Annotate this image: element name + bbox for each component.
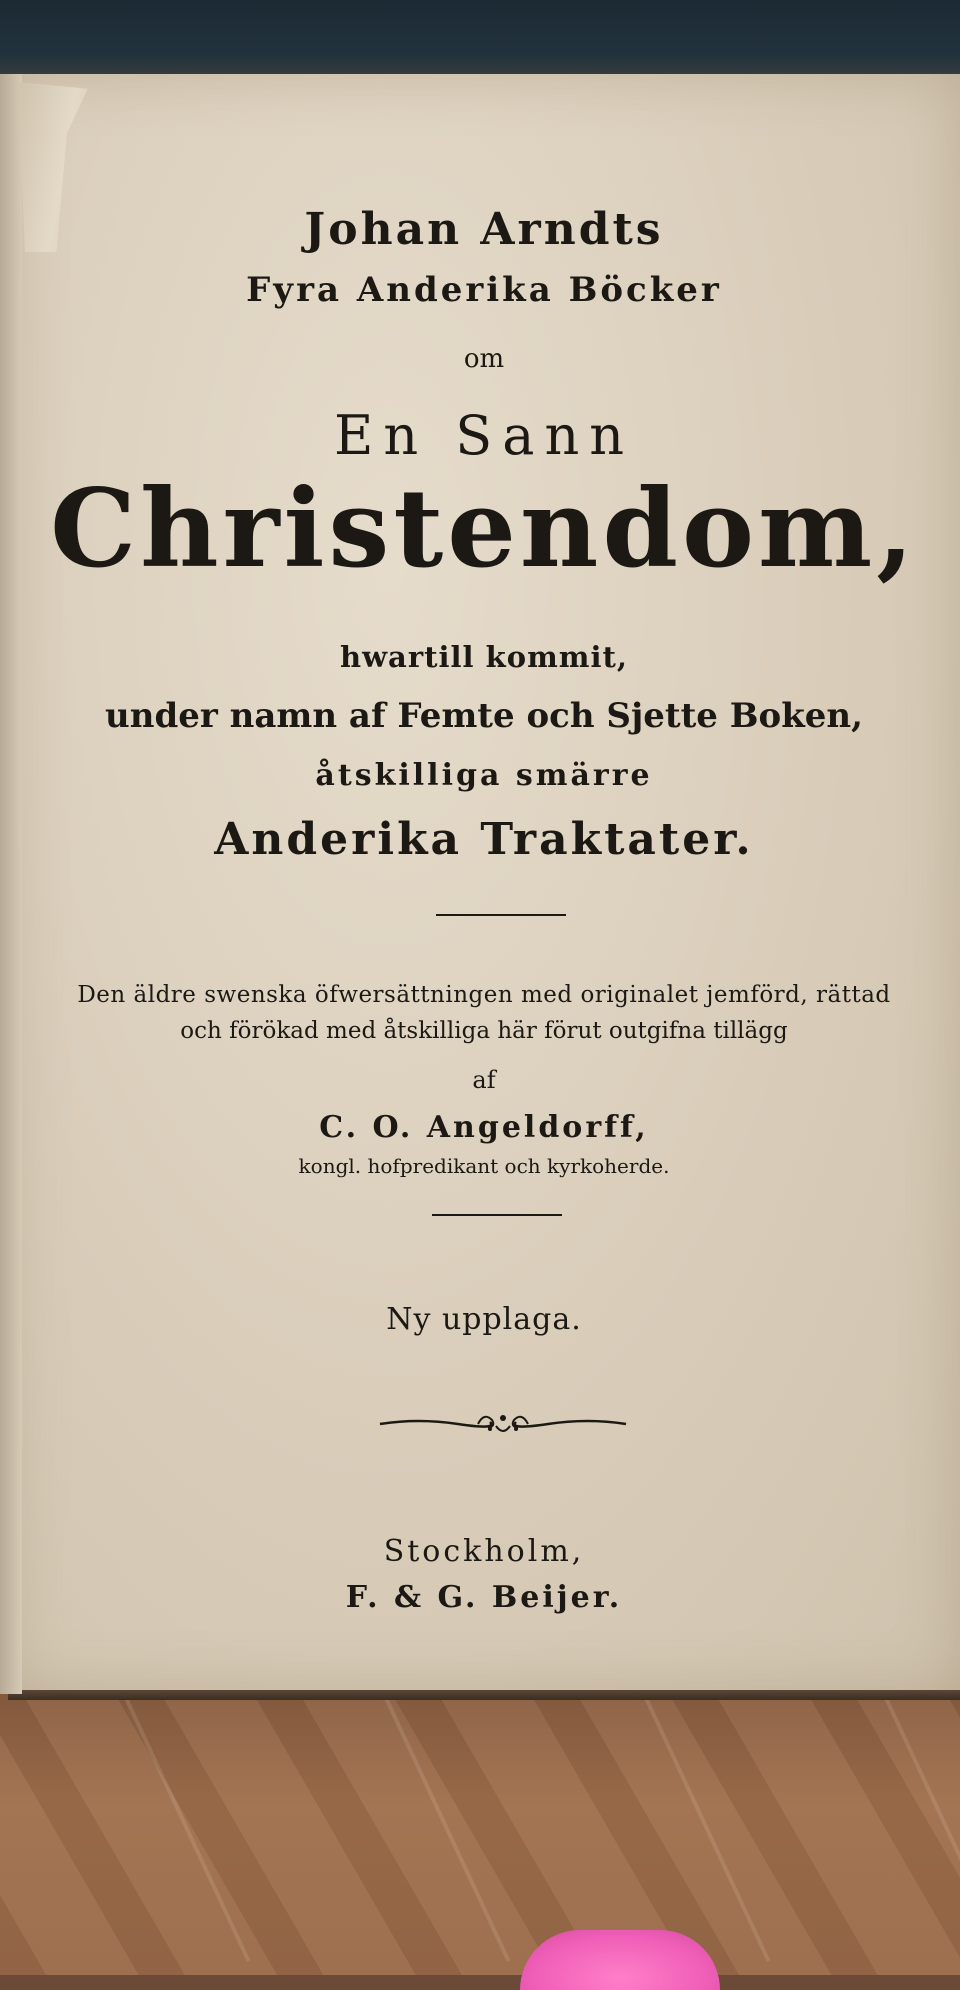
- description-line-2: under namn af Femte och Sjette Boken,: [105, 696, 863, 736]
- divider-rule: [432, 1214, 562, 1216]
- title-pre-line: En Sann: [333, 404, 635, 467]
- pink-object: [520, 1930, 720, 1990]
- edition-line-1: Den äldre swenska öfwersättningen med originalet jemförd, rättad: [77, 982, 891, 1008]
- book-page: [8, 74, 960, 1694]
- subtitle-line: Fyra Anderika Böcker: [246, 270, 722, 310]
- publisher-line: F. & G. Beijer.: [345, 1580, 623, 1615]
- description-line-4: Anderika Traktater.: [214, 814, 754, 865]
- floor-plank-seam: [640, 1688, 770, 1962]
- main-title: Christendom,: [50, 466, 918, 592]
- edition-line-2: och förökad med åtskilliga här förut outgifna tillägg: [180, 1018, 788, 1044]
- floor-plank-seam: [120, 1688, 250, 1962]
- author-line: Johan Arndts: [304, 204, 664, 255]
- floor-plank-seam: [380, 1688, 510, 1962]
- editor-name: C. O. Angeldorff,: [319, 1110, 649, 1145]
- floor-plank-seam: [880, 1688, 960, 1962]
- wooden-floor: [0, 1690, 960, 1975]
- description-line-1: hwartill kommit,: [340, 640, 628, 674]
- new-edition-line: Ny upplaga.: [386, 1302, 582, 1337]
- editor-title: kongl. hofpredikant och kyrkoherde.: [298, 1154, 670, 1178]
- description-line-3: åtskilliga smärre: [315, 758, 653, 793]
- ornament-flourish-icon: [378, 1404, 628, 1440]
- place-line: Stockholm,: [383, 1534, 585, 1569]
- connector-line: om: [463, 344, 505, 374]
- book-spine: [0, 74, 22, 1694]
- divider-rule: [436, 914, 566, 916]
- background-dark-surface: [0, 0, 960, 80]
- by-line: af: [472, 1066, 496, 1094]
- book-cover-edge: [8, 1690, 960, 1700]
